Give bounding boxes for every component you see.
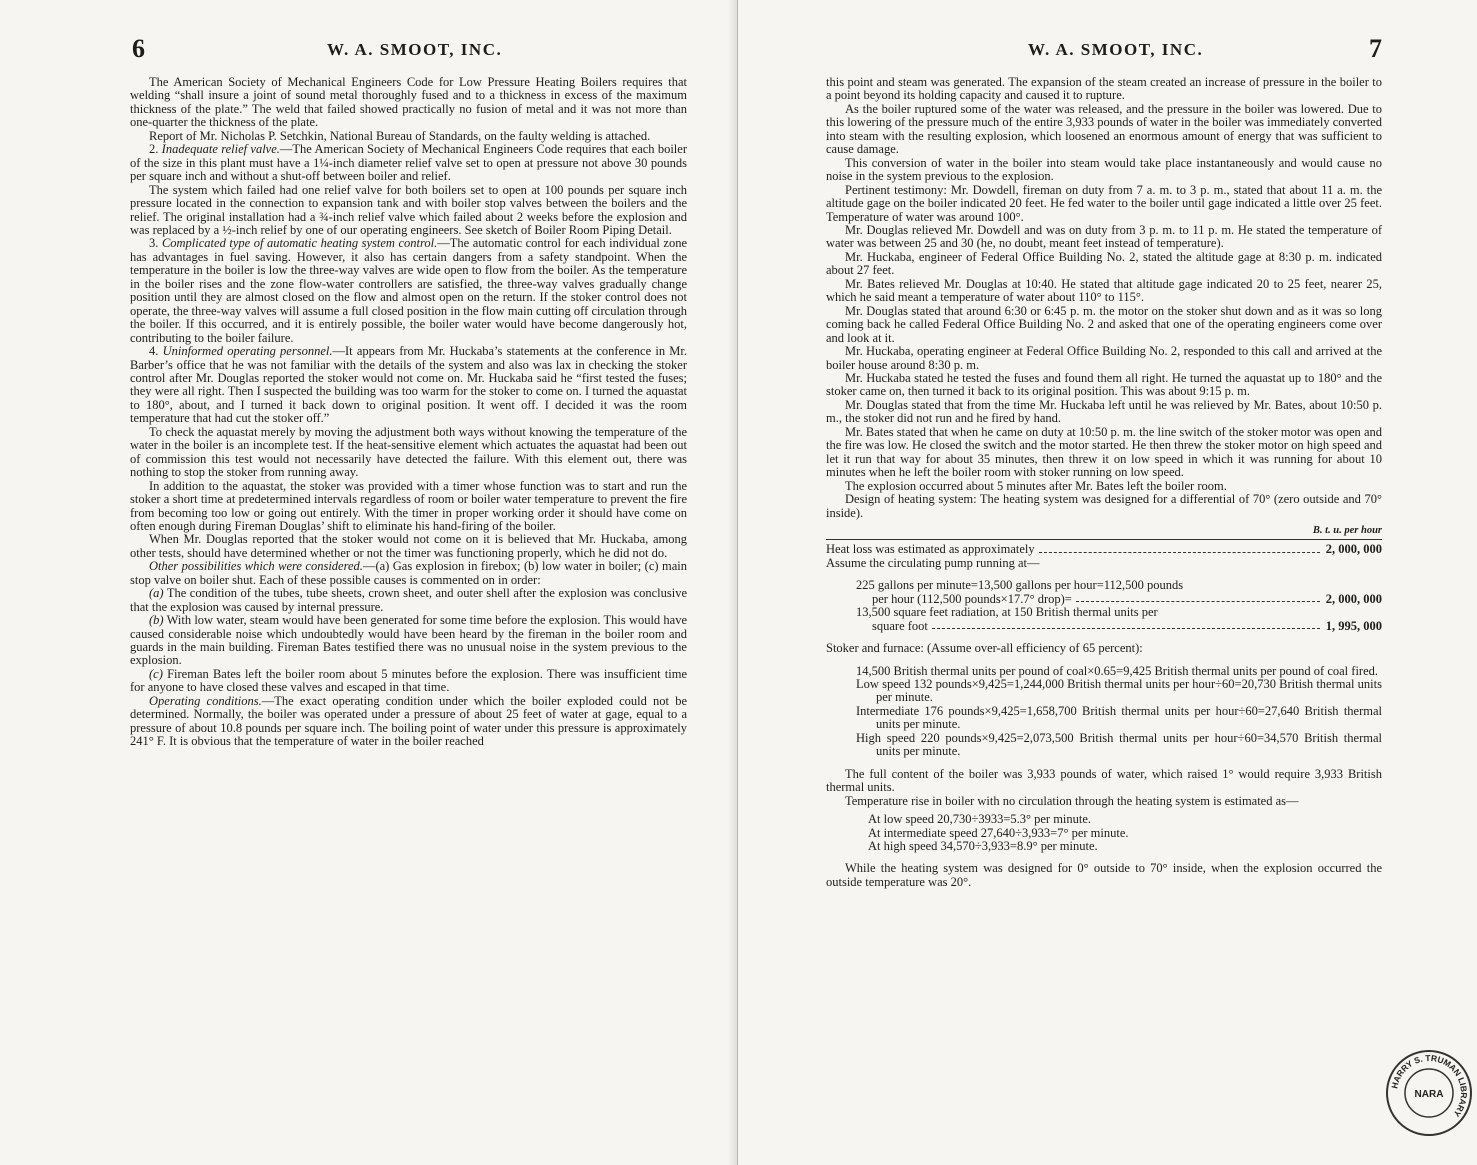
paragraph: Mr. Bates relieved Mr. Douglas at 10:40. He stated that altitude gage indicated 20 to 25 feet, nearer 25, which he said meant a temperature of water about 110° to 115°. bbox=[826, 276, 1382, 305]
section-lead: —(a) bbox=[362, 559, 390, 574]
section-lead: —The automatic control bbox=[437, 236, 562, 251]
paragraph: The American Society of Mechanical Engineers Code for Low Pressure Heating Boilers requires that welding “shall insure a joint of sound metal thoroughly fused and to a thickness in excess of the maximum thickness of the plate.” The weld that failed showed practically no fusion of metal and it was not more than one-quarter the thickness of the plate. bbox=[130, 75, 687, 130]
paragraph: The system which failed had one relief valve for both boilers set to open at 100 pounds per square inch pressure located in the connection to expansion tank and with boiler stop valves between the boilers and the relief. The original installation had a ¾-inch relief valve which failed about 2 weeks before the explosion and was replaced by a ½-inch relief by one of our operating engineers. See sketch of Boiler Room Piping Detail. bbox=[130, 182, 687, 237]
section-body: The exact operating condition under which the boiler exploded could not be determined. Normally, the boiler was operated under a pressure of about 25 feet of water at gage, equal to a pressure of about 10.8 pounds per square inch. The boiling point of water under this pressure is approximately 241° F. It is obvious that the temperature of water in the boiler reached bbox=[130, 693, 687, 749]
section-body: requires that each boiler of the size in this plant must have a 1¼-inch diameter relief valve set to open at pressure not above 30 pounds per square inch and without a shut-off between boiler and relief. bbox=[130, 142, 687, 184]
left-page-text bbox=[130, 76, 687, 749]
table-rule bbox=[826, 539, 1382, 540]
section-heading: Operating conditions. bbox=[149, 693, 262, 708]
section-heading: Other possibilities which were considered. bbox=[149, 559, 363, 574]
pump-line: 225 gallons per minute=13,500 gallons per hour=112,500 pounds bbox=[856, 578, 1184, 593]
section-body: at the conference in Mr. Barber’s office that he was not familiar with the details of the system and also was lax in checking the stoker control after Mr. Douglas reported the stoker would not come on. Mr. Huckaba said he “first tested the fuses; they were all right. Then I suspected the building was too warm for the stoker to come on. I turned the aquastat to 180°, about, and I turned it back down to original position. It went off. I decided it was the room temperature that had cut the stoker off.” bbox=[130, 344, 688, 426]
pump-row bbox=[826, 593, 1382, 606]
paragraph: Mr. Bates stated that when he came on duty at 10:50 p. m. the line switch of the stoker motor was open and the fire was low. He closed the switch and the motor started. He then threw the stoker motor on high speed and let it run that way for about 35 minutes, then threw it on low speed in which it was running for about 10 minutes when he left the boiler room with stoker running on low speed. bbox=[826, 424, 1382, 480]
leader-dots bbox=[932, 628, 1320, 629]
section-lead: —It appears from Mr. Huckaba’s statements bbox=[332, 344, 560, 359]
paragraph: Mr. Huckaba, engineer of Federal Office Building No. 2, stated the altitude gage at 8:30 p. m. indicated about 27 feet. bbox=[826, 249, 1382, 278]
paragraph: The explosion occurred about 5 minutes after Mr. Bates left the boiler room. bbox=[845, 478, 1227, 493]
running-head-right: W. A. SMOOT, INC. bbox=[1028, 40, 1204, 59]
truman-library-stamp bbox=[1384, 1048, 1474, 1138]
right-page-text bbox=[826, 76, 1382, 889]
paragraph: The full content of the boiler was 3,933 pounds of water, which raised 1° would require 3,933 British thermal units. bbox=[826, 766, 1382, 795]
paragraph bbox=[130, 668, 687, 695]
stoker-line: High speed 220 pounds×9,425=2,073,500 British thermal units per hour÷60=34,570 British thermal units per minute. bbox=[856, 730, 1382, 759]
pump-intro: Assume the circulating pump running at— bbox=[826, 555, 1040, 570]
paragraph: Mr. Douglas stated that from the time Mr. Huckaba left until he was relieved by Mr. Bates, about 10:50 p. m., the stoker did not run and he fired by hand. bbox=[826, 397, 1382, 426]
heat-loss-row bbox=[826, 543, 1382, 556]
paragraph: To check the aquastat merely by moving the adjustment both ways without knowing the temperature of the water in the boiler is an incomplete test. If the heat-sensitive element which actuates the aquastat had been out of commission this test would not necessarily have detected the failure. With this element out, there was nothing to stop the stoker from running away. bbox=[130, 424, 687, 480]
table-unit-header: B. t. u. per hour bbox=[1312, 524, 1382, 536]
paragraph bbox=[130, 345, 687, 426]
stoker-intro: Stoker and furnace: (Assume over-all efficiency of 65 percent): bbox=[826, 641, 1143, 656]
paragraph bbox=[130, 237, 687, 345]
radiation-value: 1, 995, 000 bbox=[1325, 618, 1382, 633]
section-number: 2. bbox=[149, 142, 159, 157]
paragraph: In addition to the aquastat, the stoker was provided with a timer whose function was to start and run the stoker a short time at predetermined intervals regardless of room or boiler water temperature to prevent the fire from becoming too low or going out entirely. With the timer in proper working order it should have come on often enough during Fireman Douglas’ shift to eliminate his hand-firing of the boiler. bbox=[130, 478, 687, 533]
leader-dots bbox=[1076, 601, 1320, 602]
paragraph: Mr. Huckaba stated he tested the fuses and found them all right. He turned the aquastat up to 180° and the stoker came on, then turned it back to its original position. This was about 9:15 p. m. bbox=[826, 370, 1382, 399]
paragraph: Mr. Huckaba, operating engineer at Federal Office Building No. 2, responded to this call and arrived at the boiler house around 8:30 p. m. bbox=[826, 344, 1382, 372]
item-letter: (a) bbox=[149, 586, 164, 601]
section-body: for each individual zone has advantages in fuel saving. However, it also has certain dangers from a safety standpoint. When the temperature in the boiler is low the three-way valves are wide open to flow from the boiler. As the temperature in the boiler rises and the zone flow-water controllers are satisfied, the three-way valves gradually change position until they are almost closed on the flow and almost open on the return. If the stoker control does not operate, the three-way valves will assume a full closed position in the flow main cutting off circulation through the boiler. If this occurred, and it is entirely possible, the boiler water would have become dangerously hot, contributing to the boiler failure. bbox=[130, 236, 687, 345]
paragraph: Design of heating system: The heating system was designed for a differential of 70° (zero outside and 70° inside). bbox=[826, 492, 1382, 520]
page-number-right: 7 bbox=[1369, 34, 1382, 63]
paragraph: As the boiler ruptured some of the water was released, and the pressure in the boiler was lowered. Due to this lowering of the pressure much of the entire 3,933 pounds of water in the boiler was immediately converted into steam with the resulting explosion, which loosened an enormous amount of energy that was sufficient to cause damage. bbox=[826, 101, 1382, 157]
section-heading: Inadequate relief valve. bbox=[161, 142, 280, 157]
item-letter: (c) bbox=[149, 666, 163, 681]
item-body: With low water, steam would have been generated for some time before the explosion. This would have caused considerable noise which undoubtedly would have been heard by the fireman in the boiler room and guards in the main building. Fireman Bates testified there was no unusual noise in the system previous to the explosion. bbox=[130, 613, 688, 668]
rise-line: At low speed 20,730÷3933=5.3° per minute. bbox=[868, 812, 1092, 827]
stoker-line: Intermediate 176 pounds×9,425=1,658,700 British thermal units per hour÷60=27,640 British thermal units per minute. bbox=[856, 703, 1382, 732]
leader-dots bbox=[1039, 552, 1320, 553]
stamp-arc-text: HARRY S. TRUMAN LIBRARY bbox=[1389, 1052, 1470, 1119]
paragraph: Pertinent testimony: Mr. Dowdell, fireman on duty from 7 a. m. to 3 p. m., stated that about 11 a. m. the altitude gage on the boiler indicated 20 feet. He fed water to the boiler until gage indicated a little over 25 feet. Temperature of water was around 100°. bbox=[826, 182, 1382, 224]
running-head-left: W. A. SMOOT, INC. bbox=[327, 40, 503, 59]
left-page bbox=[0, 0, 738, 1165]
section-number: 4. bbox=[149, 344, 159, 359]
paragraph bbox=[130, 143, 687, 183]
section-lead: —The American Society of Mechanical Engineers Code bbox=[279, 142, 563, 157]
section-body: Gas explosion in firebox; (b) low water in boiler; (c) main stop valve on boiler shut. Each of these possible causes is commented on in order: bbox=[130, 559, 688, 587]
paragraph: This conversion of water in the boiler into steam would take place instantaneously and would cause no noise in the system previous to the explosion. bbox=[826, 155, 1382, 184]
section-heading: Complicated type of automatic heating system control. bbox=[161, 236, 438, 251]
stoker-line: Low speed 132 pounds×9,425=1,244,000 British thermal units per hour÷60=20,730 British thermal units per minute. bbox=[856, 677, 1382, 705]
paragraph: Temperature rise in boiler with no circulation through the heating system is estimated as— bbox=[845, 793, 1299, 808]
paragraph: Operating conditions.—The exact operating condition under which the boiler exploded could not be determined. Normally, the boiler was operated under a pressure of about 25 feet of water at gage, equal to a pressure of about 10.8 pounds per square inch. The boiling point of water under this pressure is approximately 241° F. It is obvious that the temperature of water in the boiler reached bbox=[130, 693, 687, 749]
stoker-line: 14,500 British thermal units per pound of coal×0.65=9,425 British thermal units per pound of coal fired. bbox=[856, 663, 1378, 678]
paragraph bbox=[130, 614, 687, 668]
item-letter: (b) bbox=[149, 613, 164, 628]
paragraph bbox=[130, 587, 687, 614]
paragraph: Report of Mr. Nicholas P. Setchkin, National Bureau of Standards, on the faulty welding is attached. bbox=[149, 128, 651, 143]
paragraph: Mr. Douglas relieved Mr. Dowdell and was on duty from 3 p. m. to 11 p. m. He stated the temperature of water was between 25 and 30 (he, no doubt, meant feet instead of temperature). bbox=[826, 222, 1382, 251]
pump-label: per hour (112,500 pounds×17.7° drop)= bbox=[872, 592, 1072, 606]
heat-loss-label: Heat loss was estimated as approximately bbox=[826, 543, 1035, 557]
radiation-row bbox=[826, 620, 1382, 633]
paragraph bbox=[130, 560, 687, 587]
paragraph: Mr. Douglas stated that around 6:30 or 6:45 p. m. the motor on the stoker shut down and as it was so long coming back he called Federal Office Building No. 2 and asked that one of the operating engineers come over and look at it. bbox=[826, 303, 1382, 345]
page-number-left: 6 bbox=[132, 34, 145, 63]
section-number: 3. bbox=[149, 236, 159, 251]
section-heading: Uninformed operating personnel. bbox=[162, 344, 333, 359]
radiation-line: 13,500 square feet radiation, at 150 British thermal units per bbox=[856, 605, 1158, 620]
stamp-center-text: NARA bbox=[1414, 1089, 1444, 1100]
paragraph: When Mr. Douglas reported that the stoker would not come on it is believed that Mr. Huckaba, among other tests, should have determined whether or not the timer was functioning properly, which he did not do. bbox=[130, 532, 687, 560]
item-body: Fireman Bates left the boiler room about 5 minutes before the explosion. There was insufficient time for anyone to have closed these valves and escaped in that time. bbox=[130, 666, 688, 695]
item-body: The condition of the tubes, tube sheets, crown sheet, and outer shell after the explosion was conclusive that the explosion was caused by internal pressure. bbox=[130, 586, 687, 614]
paragraph: While the heating system was designed for 0° outside to 70° inside, when the explosion occurred the outside temperature was 20°. bbox=[826, 861, 1382, 889]
radiation-label: square foot bbox=[872, 619, 928, 633]
pump-value: 2, 000, 000 bbox=[1325, 591, 1382, 606]
heat-loss-value: 2, 000, 000 bbox=[1325, 542, 1382, 557]
paragraph: this point and steam was generated. The expansion of the steam created an increase of pressure in the boiler to a point beyond its holding capacity and caused it to rupture. bbox=[826, 75, 1382, 103]
rise-line: At high speed 34,570÷3,933=8.9° per minute. bbox=[868, 839, 1098, 854]
rise-line: At intermediate speed 27,640÷3,933=7° per minute. bbox=[868, 825, 1129, 840]
